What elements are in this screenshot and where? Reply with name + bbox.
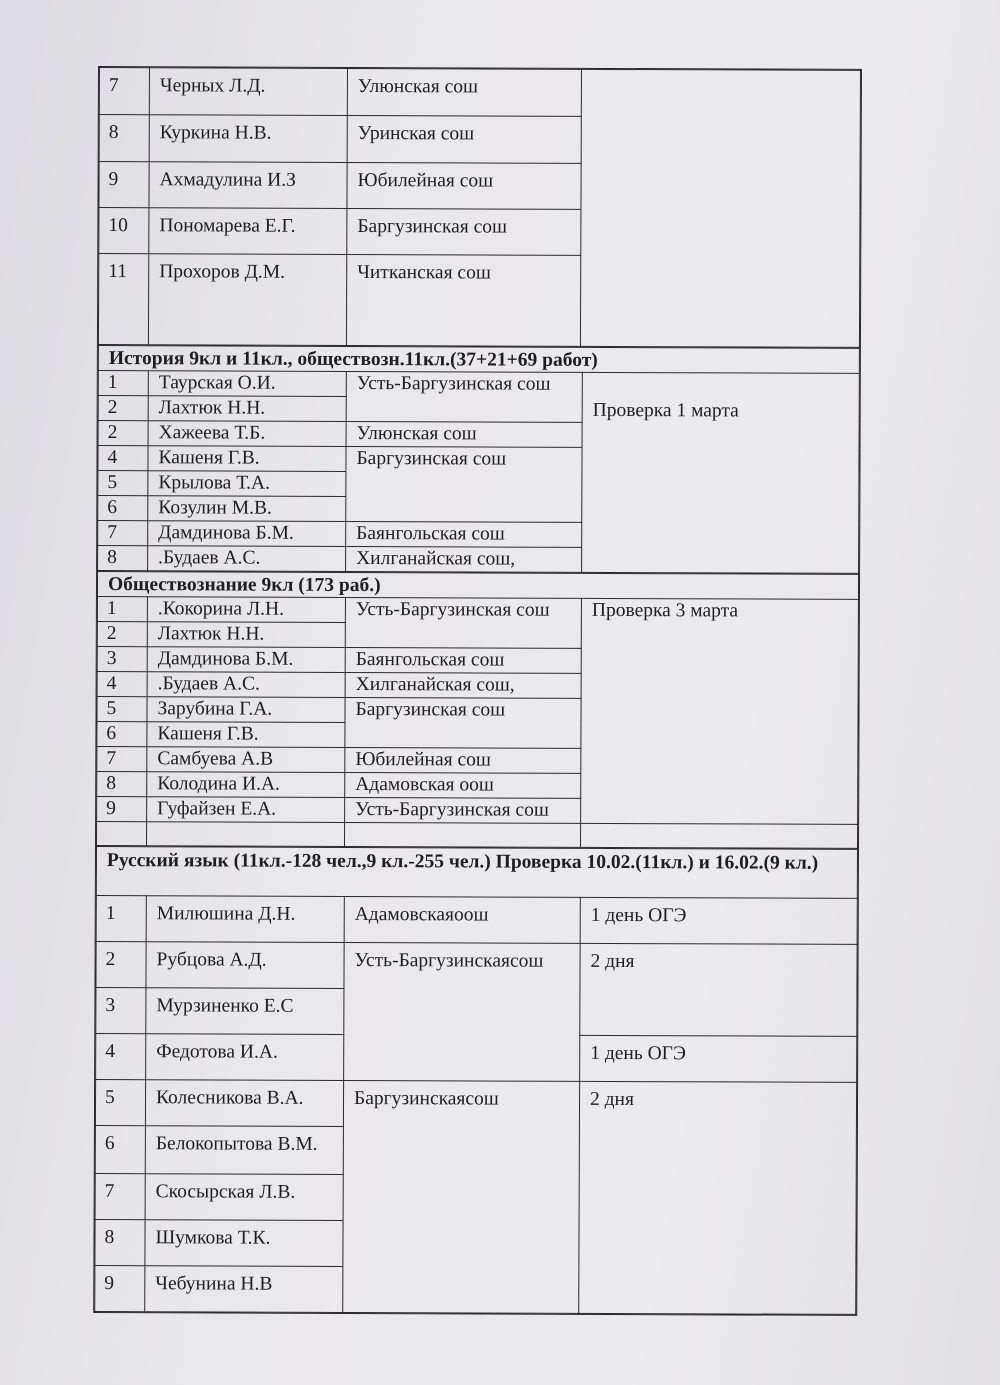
teacher-name: Кашеня Г.В.	[147, 722, 345, 748]
school-name: Усть-Баргузинская сош	[346, 371, 582, 422]
teacher-name: Рубцова А.Д.	[146, 942, 344, 989]
row-number: 5	[97, 697, 147, 722]
teacher-name: Прохоров Д.М.	[148, 254, 346, 346]
teacher-name: Таурская О.И.	[148, 371, 346, 397]
teacher-name: Ахмадулина И.З	[149, 162, 347, 209]
row-number: 7	[98, 521, 148, 546]
section-header	[96, 847, 857, 899]
teacher-name: Хажеева Т.Б.	[148, 421, 346, 447]
row-number: 9	[97, 797, 147, 822]
row-number: 7	[97, 747, 147, 772]
note-cell-empty	[580, 69, 860, 347]
exam-note: 1 день ОГЭ	[580, 897, 857, 944]
table-history	[97, 345, 860, 574]
teacher-name: Дамдинова Б.М.	[147, 647, 345, 673]
school-name: Улюнская сош	[346, 421, 582, 447]
section-title-social: Обществознание 9кл (173 раб.)	[97, 572, 858, 600]
row-number: 8	[95, 1219, 145, 1265]
teacher-name: Шумкова Т.К.	[145, 1220, 343, 1267]
table-row	[97, 597, 858, 625]
school-name: Баргузинскаясош	[343, 1080, 580, 1313]
table-social-studies	[96, 571, 859, 849]
row-number: 8	[98, 546, 148, 571]
teacher-name: Крылова Т.А.	[148, 471, 346, 497]
section-header	[97, 572, 858, 600]
row-number: 4	[98, 446, 148, 471]
school-name: Усть-Баргузинская сош	[345, 597, 581, 648]
empty-cell	[345, 822, 581, 847]
row-number: 7	[99, 68, 149, 115]
row-number: 3	[97, 647, 147, 672]
school-name: Адамовскаяоош	[344, 896, 580, 943]
teacher-name: Козулин М.В.	[148, 496, 346, 522]
row-number: 1	[97, 597, 147, 622]
table-row	[96, 895, 857, 944]
school-name: Улюнская сош	[347, 68, 581, 116]
table-row	[95, 1079, 856, 1128]
row-number: 10	[99, 208, 149, 254]
teacher-name: Куркина Н.В.	[149, 115, 347, 163]
empty-cell	[97, 822, 147, 846]
section-header	[98, 346, 859, 374]
row-number: 2	[98, 421, 148, 446]
table-row	[96, 941, 857, 990]
teacher-name: .Будаев А.С.	[148, 546, 346, 572]
school-name: Баянгольская сош	[346, 521, 582, 547]
teacher-name: Кашеня Г.В.	[148, 446, 346, 472]
row-number: 6	[98, 496, 148, 521]
row-number: 8	[97, 772, 147, 797]
row-number: 7	[95, 1173, 145, 1219]
school-name: Усть-Баргузинскаясош	[344, 942, 581, 1081]
teacher-name: Зарубина Г.А.	[147, 697, 345, 723]
school-name: Юбилейная сош	[345, 747, 581, 773]
teacher-name: Пономарева Е.Г.	[149, 208, 347, 255]
row-number: 2	[96, 941, 146, 987]
school-name: Усть-Баргузинская сош	[345, 797, 581, 823]
teacher-name: Мурзиненко Е.С	[146, 988, 344, 1035]
teacher-name: Чебунина Н.В	[145, 1266, 343, 1313]
empty-cell	[581, 823, 858, 848]
row-number: 2	[97, 622, 147, 647]
teacher-name: .Кокорина Л.Н.	[147, 597, 345, 623]
row-number: 1	[98, 371, 148, 396]
teacher-name: Лахтюк Н.Н.	[148, 396, 346, 422]
row-number: 5	[95, 1079, 145, 1125]
teacher-name: Белокопытова В.М.	[145, 1126, 343, 1175]
row-number: 4	[97, 672, 147, 697]
section-title-history: История 9кл и 11кл., обществозн.11кл.(37+21+69 работ)	[98, 346, 859, 374]
school-name: Читканская сош	[346, 254, 580, 346]
exam-note: 2 дня	[580, 943, 857, 1036]
teacher-name: Черных Л.Д.	[149, 68, 347, 116]
exam-note: 1 день ОГЭ	[580, 1035, 857, 1082]
table-russian	[94, 846, 858, 1315]
school-name: Баянгольская сош	[345, 647, 581, 673]
section-title-russian: Русский язык (11кл.-128 чел.,9 кл.-255 чел.) Проверка 10.02.(11кл.) и 16.02.(9 кл.)	[96, 847, 857, 899]
teacher-name: Лахтюк Н.Н.	[147, 622, 345, 648]
row-number: 1	[96, 895, 146, 941]
row-number: 3	[96, 987, 146, 1033]
teacher-name: Дамдинова Б.М.	[148, 521, 346, 547]
check-date-note: Проверка 1 марта	[582, 372, 860, 573]
school-name: Юбилейная сош	[347, 162, 581, 209]
document-table-sheet	[93, 66, 862, 1316]
teacher-name: Колесникова В.А.	[145, 1080, 343, 1127]
row-number: 8	[99, 115, 149, 162]
row-number: 11	[98, 254, 148, 345]
teacher-name: Гуфайзен Е.А.	[147, 797, 345, 823]
teacher-name: Самбуева А.В	[147, 747, 345, 773]
teacher-name: Милюшина Д.Н.	[146, 896, 344, 943]
school-name: Хилганайская сош,	[345, 672, 581, 698]
exam-note: 2 дня	[579, 1081, 857, 1314]
row-number: 9	[95, 1265, 145, 1311]
row-number: 5	[98, 471, 148, 496]
table-row	[99, 68, 860, 118]
school-name: Уринская сош	[347, 115, 581, 163]
check-date-note: Проверка 3 марта	[581, 598, 859, 824]
row-number: 4	[96, 1033, 146, 1079]
row-number: 6	[97, 722, 147, 747]
table-row-empty	[97, 822, 858, 849]
school-name: Адамовская оош	[345, 772, 581, 798]
row-number: 2	[98, 396, 148, 421]
empty-cell	[147, 822, 345, 847]
school-name: Баргузинская сош	[345, 697, 581, 748]
teacher-name: Скосырская Л.В.	[145, 1174, 343, 1221]
table-row	[98, 371, 859, 399]
teacher-name: Колодина И.А.	[147, 772, 345, 798]
teacher-name: .Будаев А.С.	[147, 672, 345, 698]
table-block-top	[98, 67, 861, 348]
school-name: Хилганайская сош,	[346, 546, 582, 572]
school-name: Баргузинская сош	[346, 446, 582, 522]
teacher-name: Федотова И.А.	[146, 1034, 344, 1081]
row-number: 6	[95, 1125, 145, 1173]
row-number: 9	[99, 162, 149, 208]
school-name: Баргузинская сош	[347, 208, 581, 255]
